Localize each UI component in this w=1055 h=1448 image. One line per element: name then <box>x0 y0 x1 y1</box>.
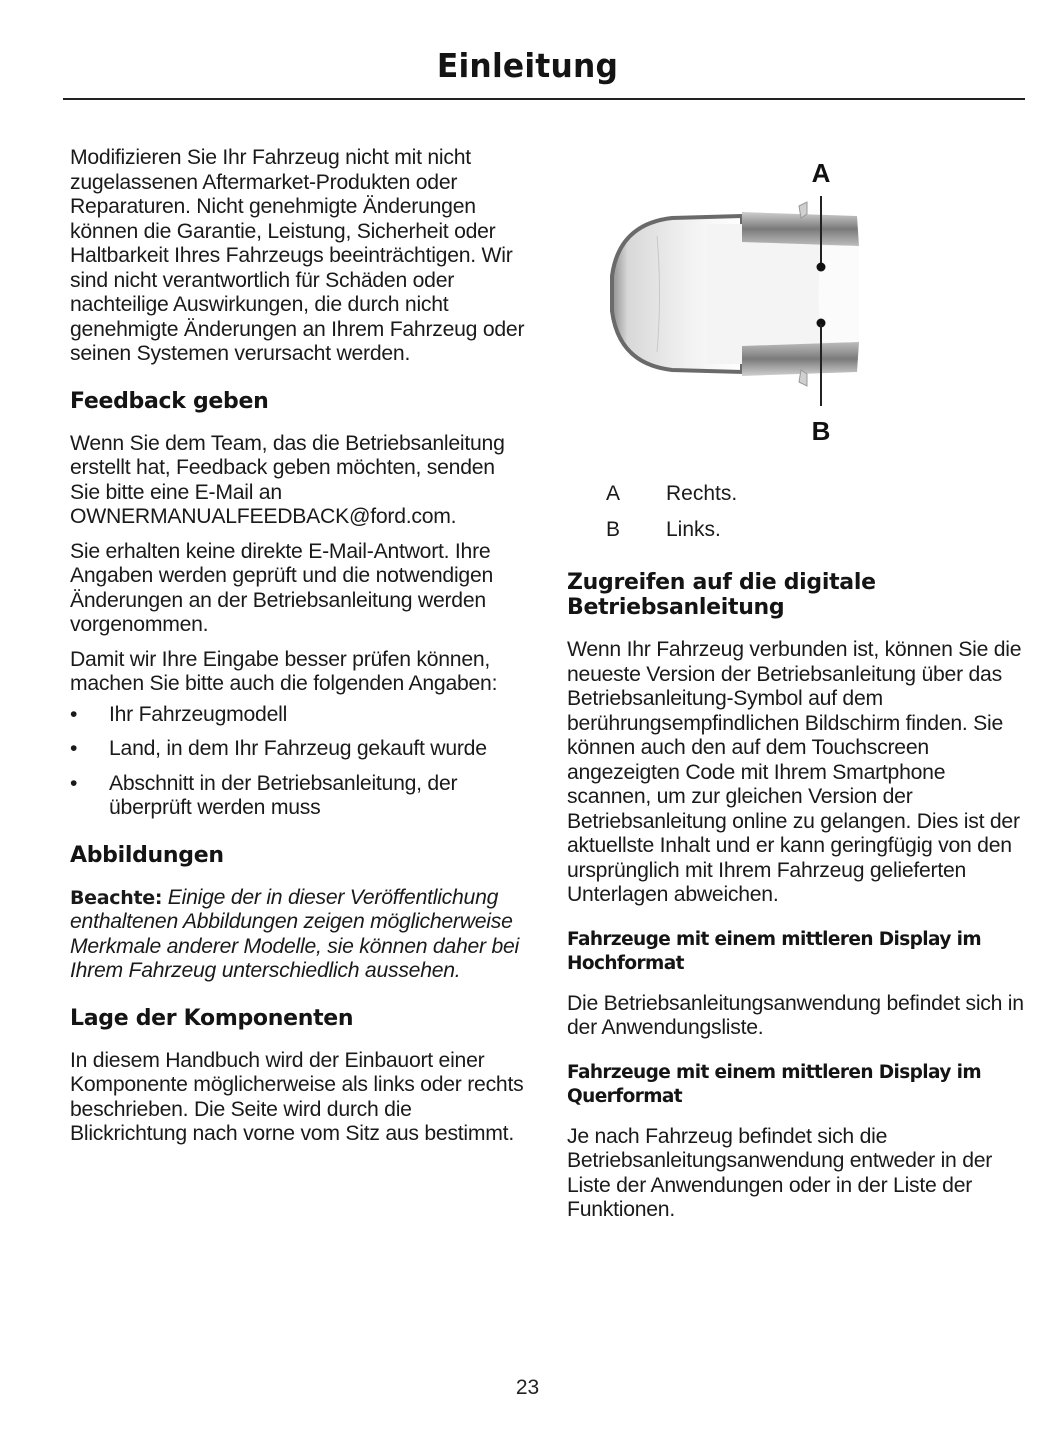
list-item-text: Land, in dem Ihr Fahrzeug gekauft wurde <box>109 737 487 760</box>
illustrations-note <box>70 886 528 984</box>
list-item-text: Abschnitt in der Betriebsanleitung, der überprüft werden muss <box>109 771 458 819</box>
car-seat-figure <box>567 146 1027 446</box>
legend-value: Rechts. <box>666 482 738 505</box>
legend-value: Links. <box>666 518 721 541</box>
note-label: Beachte: <box>70 886 163 909</box>
feedback-heading: Feedback geben <box>70 388 269 414</box>
portrait-display-paragraph: Die Betriebsanleitungsanwendung befindet sich in der Anwendungsliste. <box>567 991 1024 1039</box>
page-number: 23 <box>515 1376 540 1399</box>
feedback-email: OWNERMANUALFEEDBACK@ford.com. <box>70 505 457 528</box>
landscape-display-paragraph: Je nach Fahrzeug befindet sich die Betriebsanleitungsanwendung entweder in der Liste der Anwendungen oder in der Liste der Funktionen. <box>567 1124 993 1221</box>
bullet-icon: • <box>70 771 78 795</box>
digital-manual-paragraph: Wenn Ihr Fahrzeug verbunden ist, können Sie die neueste Version der Betriebsanleitung über das Betriebsanleitung-Symbol auf dem berührungsempfindlichen Bildschirm finden. Sie können auch den auf dem Touchscreen angezeigten Code mit Ihrem Smartphone scannen, um zur gleichen Version der Betriebsanleitung online zu gelangen. Dies ist der aktuellste Inhalt und er kann geringfügig von den ursprünglich mit Ihrem Fahrzeug gelieferten Unterlagen abweichen. <box>567 638 1022 906</box>
list-item <box>70 772 528 821</box>
car-seat-illustration-icon <box>567 146 1027 446</box>
page-title: Einleitung <box>436 46 619 85</box>
legend-key: B <box>606 518 621 541</box>
illustrations-heading: Abbildungen <box>70 842 224 868</box>
list-item-text: Ihr Fahrzeugmodell <box>109 702 288 726</box>
bullet-icon: • <box>70 737 78 760</box>
note-text: Einige der in dieser Veröffentlichung enthaltenen Abbildungen zeigen möglicherweise Merkmale anderer Modelle, sie können daher bei Ihrem Fahrzeug unterschiedlich aussehen. <box>70 885 519 982</box>
feedback-details-paragraph: Damit wir Ihre Eingabe besser prüfen können, machen Sie bitte auch die folgenden Angaben: <box>70 647 498 695</box>
landscape-display-heading: Fahrzeuge mit einem mittleren Display im Querformat <box>567 1061 982 1107</box>
feedback-paragraph: Wenn Sie dem Team, das die Betriebsanleitung erstellt hat, Feedback geben möchten, senden Sie bitte eine E-Mail an <box>70 431 505 504</box>
list-item <box>70 737 528 762</box>
bullet-icon: • <box>70 702 78 726</box>
legend-key: A <box>606 482 621 505</box>
figure-label-a: A <box>811 158 831 188</box>
components-paragraph: In diesem Handbuch wird der Einbauort einer Komponente möglicherweise als links oder rechts beschrieben. Die Seite wird durch die Blickrichtung nach vorne vom Sitz aus bestimmt. <box>70 1048 524 1145</box>
components-heading: Lage der Komponenten <box>70 1005 354 1031</box>
portrait-display-heading: Fahrzeuge mit einem mittleren Display im Hochformat <box>567 928 982 974</box>
right-column <box>567 146 1027 1223</box>
feedback-details-list <box>70 703 528 821</box>
feedback-response-paragraph: Sie erhalten keine direkte E-Mail-Antwort. Ihre Angaben werden geprüft und die notwendigen Änderungen an der Betriebsanleitung werden vorgenommen. <box>70 539 494 636</box>
legend-row <box>567 482 1027 506</box>
list-item <box>70 703 528 728</box>
title-divider <box>63 98 1025 100</box>
left-column <box>70 146 528 1147</box>
intro-paragraph: Modifizieren Sie Ihr Fahrzeug nicht mit nicht zugelassenen Aftermarket-Produkten oder Reparaturen. Nicht genehmigte Änderungen können die Garantie, Leistung, Sicherheit oder Haltbarkeit Ihres Fahrzeugs beeinträchtigen. Wir sind nicht verantwortlich für Schäden oder nachteilige Auswirkungen, die durch nicht genehmigte Änderungen an Ihrem Fahrzeug oder seinen Systemen verursacht werden. <box>70 146 525 365</box>
figure-legend <box>567 482 1027 542</box>
figure-label-b: B <box>811 416 831 446</box>
legend-row <box>567 518 1027 542</box>
digital-manual-heading: Zugreifen auf die digitale Betriebsanleitung <box>567 570 876 620</box>
